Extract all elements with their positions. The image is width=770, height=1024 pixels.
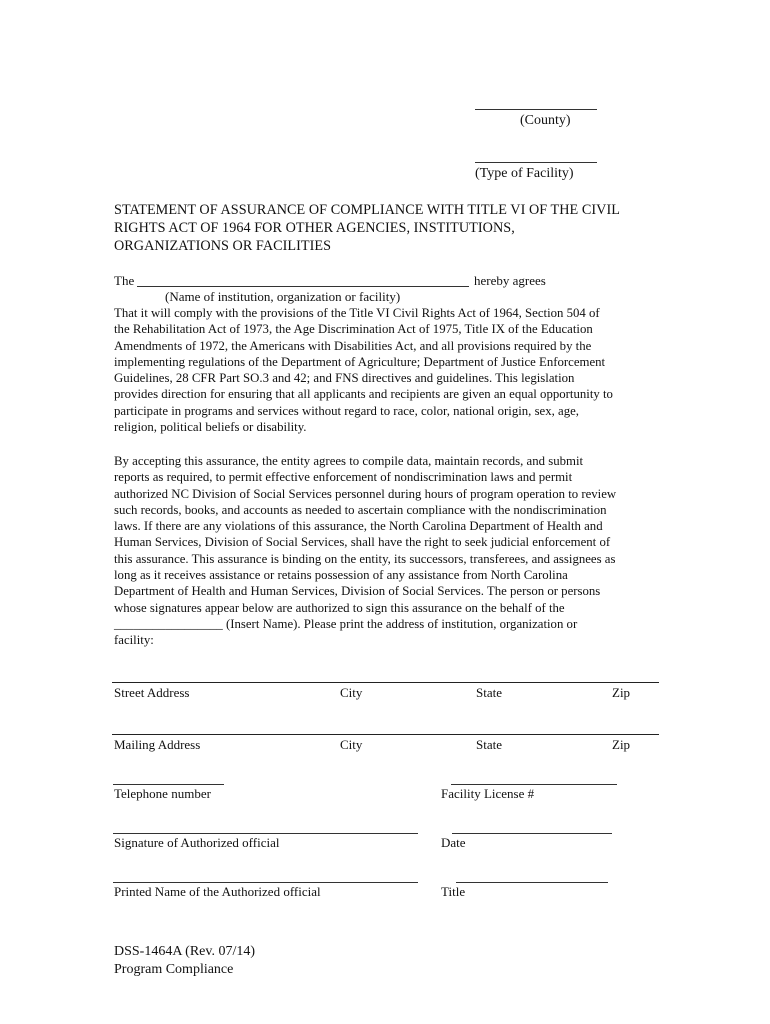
title-input-line[interactable]	[456, 882, 608, 883]
paragraph-line: laws. If there are any violations of this assurance, the North Carolina Department of Health and	[114, 519, 603, 534]
mailing-address-input-line[interactable]	[112, 734, 659, 735]
paragraph-line: participate in programs and services without regard to race, color, national origin, sex, age,	[114, 403, 579, 418]
mailing-address-label: Mailing Address	[114, 737, 201, 752]
facility-license-input-line[interactable]	[451, 784, 617, 785]
department-label: Program Compliance	[114, 962, 234, 977]
document-title	[114, 201, 674, 255]
street-city-label: City	[340, 685, 363, 700]
paragraph-line: By accepting this assurance, the entity agrees to compile data, maintain records, and submit	[114, 454, 584, 468]
paragraph-line: this assurance. This assurance is binding on the entity, its successors, transferees, and assignees as	[114, 551, 616, 566]
institution-name-caption: (Name of institution, organization or facility)	[165, 289, 401, 304]
street-address-input-line[interactable]	[112, 682, 659, 683]
county-label: (County)	[520, 113, 571, 128]
street-zip-label: Zip	[612, 685, 631, 700]
signature-label: Signature of Authorized official	[114, 835, 280, 850]
date-label: Date	[441, 835, 466, 850]
paragraph-line: the Rehabilitation Act of 1973, the Age Discrimination Act of 1975, Title IX of the Education	[114, 322, 593, 337]
mailing-state-label: State	[476, 737, 502, 752]
paragraph-line: long as it receives assistance or retains possession of any assistance from North Carolina	[114, 568, 568, 583]
form-number: DSS-1464A (Rev. 07/14)	[114, 944, 256, 959]
paragraph-line: such records, books, and accounts as needed to ascertain compliance with the nondiscrimination	[114, 502, 607, 517]
title-field-label: Title	[441, 884, 466, 899]
paragraph-line: religion, political beliefs or disability.	[114, 420, 307, 435]
agreement-prefix: The	[114, 273, 135, 288]
paragraph-line: implementing regulations of the Department of Agriculture; Department of Justice Enforcement	[114, 354, 606, 369]
title-line: RIGHTS ACT OF 1964 FOR OTHER AGENCIES, INSTITUTIONS,	[114, 220, 515, 236]
paragraph-line: whose signatures appear below are authorized to sign this assurance on the behalf of the	[114, 600, 565, 615]
signature-input-line[interactable]	[113, 833, 418, 834]
paragraph-line: Department of Health and Human Services, Division of Social Services. The person or persons	[114, 584, 601, 599]
telephone-input-line[interactable]	[113, 784, 224, 785]
mailing-zip-label: Zip	[612, 737, 631, 752]
telephone-label: Telephone number	[114, 786, 211, 801]
street-state-label: State	[476, 685, 502, 700]
printed-name-input-line[interactable]	[113, 882, 418, 883]
institution-name-blank[interactable]	[137, 286, 469, 287]
printed-name-label: Printed Name of the Authorized official	[114, 884, 321, 899]
paragraph-line: authorized NC Division of Social Services personnel during hours of program operation to review	[114, 486, 617, 501]
facility-type-blank-line[interactable]	[475, 162, 597, 163]
facility-license-label: Facility License #	[441, 786, 535, 801]
paragraph-line: Human Services, Division of Social Services, shall have the right to seek judicial enforcement of	[114, 535, 611, 550]
mailing-city-label: City	[340, 737, 363, 752]
title-line: STATEMENT OF ASSURANCE OF COMPLIANCE WITH TITLE VI OF THE CIVIL	[114, 202, 620, 218]
assurance-paragraph	[114, 453, 674, 649]
date-input-line[interactable]	[452, 833, 612, 834]
paragraph-line: Guidelines, 28 CFR Part SO.3 and 42; and FNS directives and guidelines. This legislation	[114, 371, 575, 386]
facility-type-label: (Type of Facility)	[475, 166, 574, 181]
paragraph-line: That it will comply with the provisions of the Title VI Civil Rights Act of 1964, Section 504 of	[114, 306, 600, 320]
title-line: ORGANIZATIONS OR FACILITIES	[114, 238, 332, 254]
county-blank-line[interactable]	[475, 109, 597, 110]
paragraph-line: Amendments of 1972, the Americans with Disabilities Act, and all provisions required by the	[114, 338, 592, 353]
paragraph-line: facility:	[114, 633, 154, 648]
agreement-paragraph	[114, 305, 674, 435]
street-address-label: Street Address	[114, 685, 190, 700]
paragraph-line: reports as required, to permit effective enforcement of nondiscrimination laws and permit	[114, 470, 573, 485]
agreement-suffix: hereby agrees	[474, 273, 546, 288]
paragraph-line: _________________ (Insert Name). Please print the address of institution, organization or	[114, 616, 578, 631]
paragraph-line: provides direction for ensuring that all applicants and recipients are given an equal opportunity to	[114, 387, 613, 402]
